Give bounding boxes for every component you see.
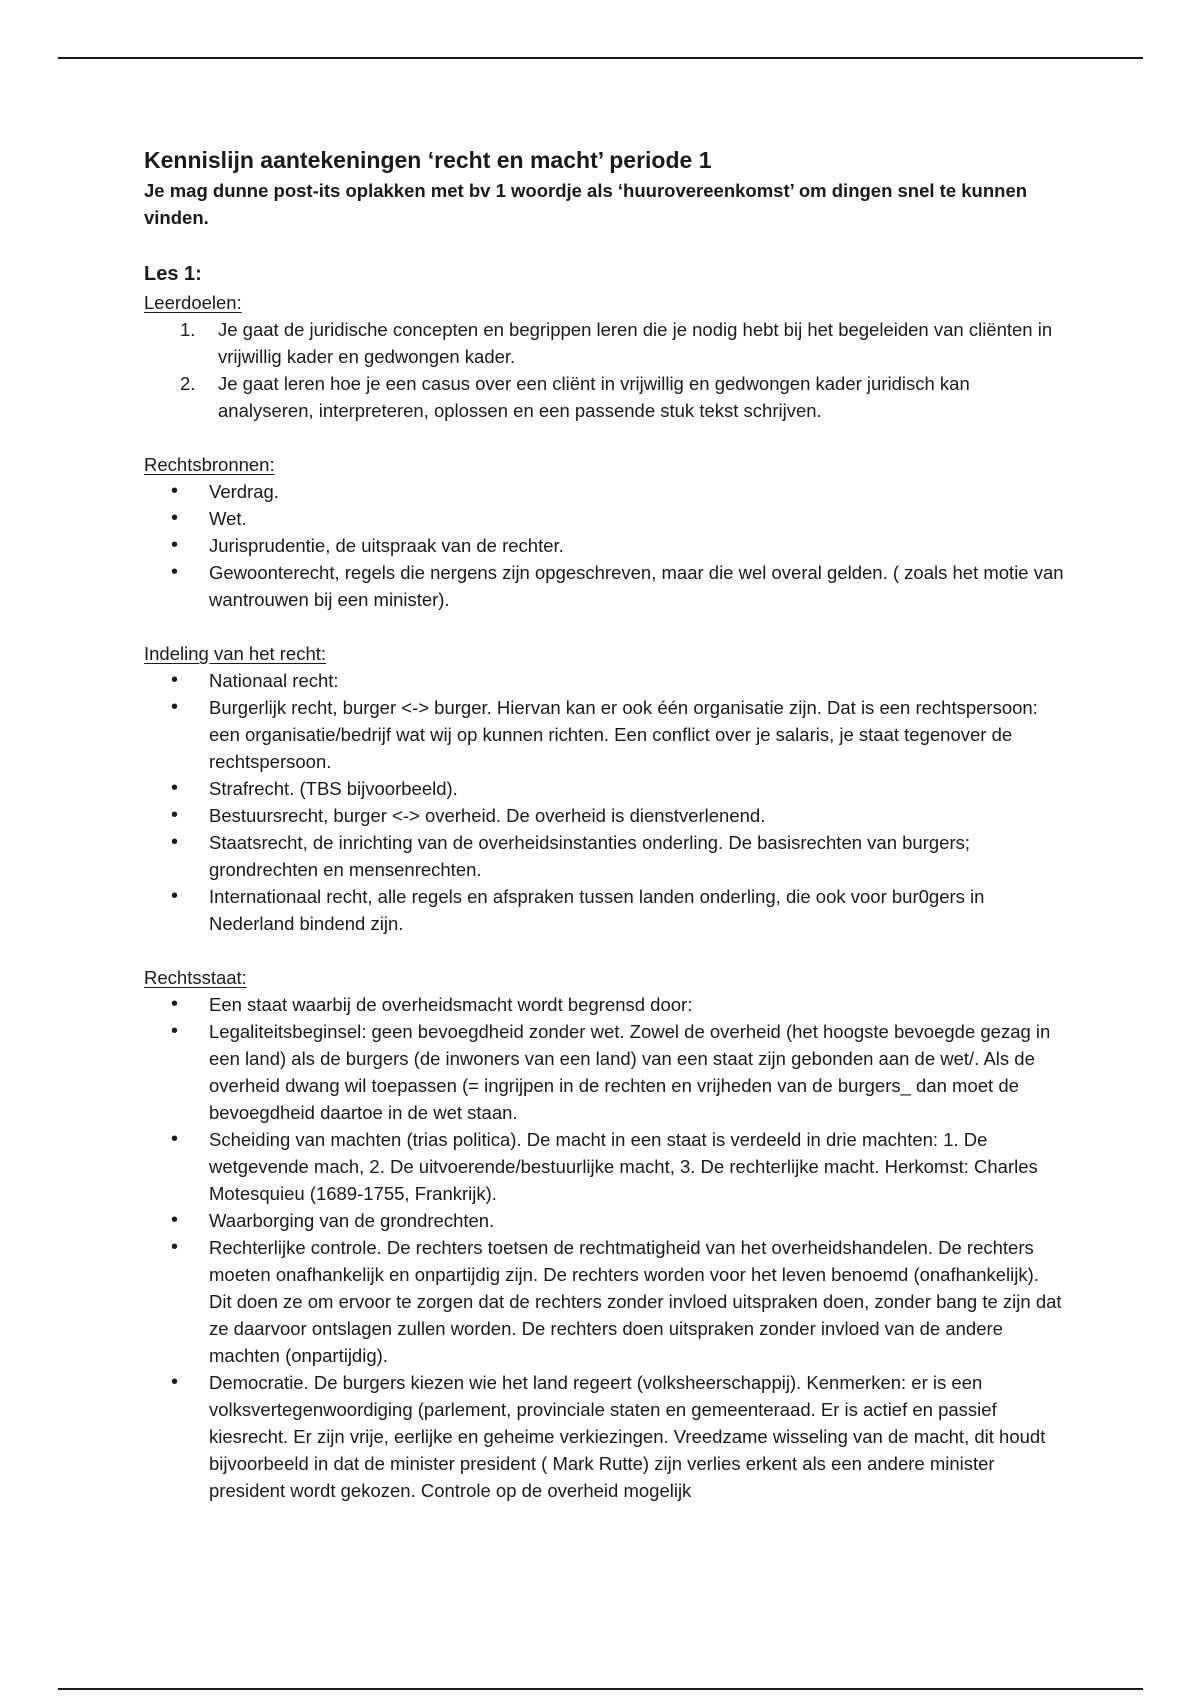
- list-item: [144, 316, 1064, 370]
- list-text: Je gaat leren hoe je een casus over een cliënt in vrijwillig en gedwongen kader juridisch kan analyseren, interpreteren, oplossen en een passende stuk tekst schrijven.: [218, 373, 970, 421]
- lesson-heading: Les 1:: [144, 263, 202, 285]
- list-item: • Verdrag.: [144, 478, 1064, 505]
- list-item: [144, 370, 1064, 424]
- list-number: 1.: [180, 319, 196, 340]
- section-title-indeling: Indeling van het recht:: [144, 643, 327, 664]
- page-top-rule: [58, 57, 1143, 59]
- list-item: • Waarborging van de grondrechten.: [144, 1207, 1064, 1234]
- list-item: • Jurisprudentie, de uitspraak van de rechter.: [144, 532, 1064, 559]
- document-body: [144, 143, 1064, 1504]
- list-item: • Burgerlijk recht, burger <-> burger. Hiervan kan er ook één organisatie zijn. Dat is een rechtspersoon: een organisatie/bedrijf wat wij op kunnen richten. Een conflict over je salaris, je staat tegenover de rechtspersoon.: [144, 694, 1064, 775]
- section-title-leerdoelen: Leerdoelen:: [144, 292, 242, 313]
- section-leerdoelen: [144, 289, 1064, 424]
- document-subtitle: Je mag dunne post-its oplakken met bv 1 woordje als ‘huurovereenkomst’ om dingen snel te kunnen vinden.: [144, 180, 1028, 228]
- section-indeling: [144, 640, 1064, 937]
- rechtsbronnen-list: [144, 478, 1064, 613]
- list-item: • Een staat waarbij de overheidsmacht wordt begrensd door:: [144, 991, 1064, 1018]
- list-item: • Bestuursrecht, burger <-> overheid. De overheid is dienstverlenend.: [144, 802, 1064, 829]
- section-rechtsstaat: [144, 964, 1064, 1504]
- list-item: • Gewoonterecht, regels die nergens zijn opgeschreven, maar die wel overal gelden. ( zoals het motie van wantrouwen bij een minister).: [144, 559, 1064, 613]
- list-text: Je gaat de juridische concepten en begrippen leren die je nodig hebt bij het begeleiden van cliënten in vrijwillig kader en gedwongen kader.: [218, 319, 1053, 367]
- list-item: • Strafrecht. (TBS bijvoorbeeld).: [144, 775, 1064, 802]
- list-item: • Nationaal recht:: [144, 667, 1064, 694]
- list-number: 2.: [180, 373, 196, 394]
- section-title-rechtsstaat: Rechtsstaat:: [144, 967, 247, 988]
- section-title-rechtsbronnen: Rechtsbronnen:: [144, 454, 275, 475]
- list-item: • Rechterlijke controle. De rechters toetsen de rechtmatigheid van het overheidshandelen. De rechters moeten onafhankelijk en onpartijdig zijn. De rechters worden voor het leven benoemd (onafhankelijk). Dit doen ze om ervoor te zorgen dat de rechters zonder invloed uitspraken doen, zonder bang te zijn dat ze daarvoor ontslagen zullen worden. De rechters doen uitspraken zonder invloed van de andere machten (onpartijdig).: [144, 1234, 1064, 1369]
- list-item: • Legaliteitsbeginsel: geen bevoegdheid zonder wet. Zowel de overheid (het hoogste bevoegde gezag in een land) als de burgers (de inwoners van een land) van een staat zijn gebonden aan de wet/. Als de overheid dwang wil toepassen (= ingrijpen in de rechten en vrijheden van de burgers_ dan moet de bevoegdheid daartoe in de wet staan.: [144, 1018, 1064, 1126]
- page-bottom-rule: [58, 1688, 1143, 1690]
- leerdoelen-list: [144, 316, 1064, 424]
- document-title: Kennislijn aantekeningen ‘recht en macht’ periode 1: [144, 147, 712, 173]
- list-item: • Staatsrecht, de inrichting van de overheidsinstanties onderling. De basisrechten van burgers; grondrechten en mensenrechten.: [144, 829, 1064, 883]
- section-rechtsbronnen: [144, 451, 1064, 613]
- list-item: • Wet.: [144, 505, 1064, 532]
- list-item: • Internationaal recht, alle regels en afspraken tussen landen onderling, die ook voor bur0gers in Nederland bindend zijn.: [144, 883, 1064, 937]
- list-item: • Scheiding van machten (trias politica). De macht in een staat is verdeeld in drie machten: 1. De wetgevende mach, 2. De uitvoerende/bestuurlijke macht, 3. De rechterlijke macht. Herkomst: Charles Motesquieu (1689-1755, Frankrijk).: [144, 1126, 1064, 1207]
- rechtsstaat-list: [144, 991, 1064, 1504]
- list-item: • Democratie. De burgers kiezen wie het land regeert (volksheerschappij). Kenmerken: er is een volksvertegenwoordiging (parlement, provinciale staten en gemeenteraad. Er is actief en passief kiesrecht. Er zijn vrije, eerlijke en geheime verkiezingen. Vreedzame wisseling van de macht, dit houdt bijvoorbeeld in dat de minister president ( Mark Rutte) zijn verlies erkent als een andere minister president wordt gekozen. Controle op de overheid mogelijk: [144, 1369, 1064, 1504]
- indeling-list: [144, 667, 1064, 937]
